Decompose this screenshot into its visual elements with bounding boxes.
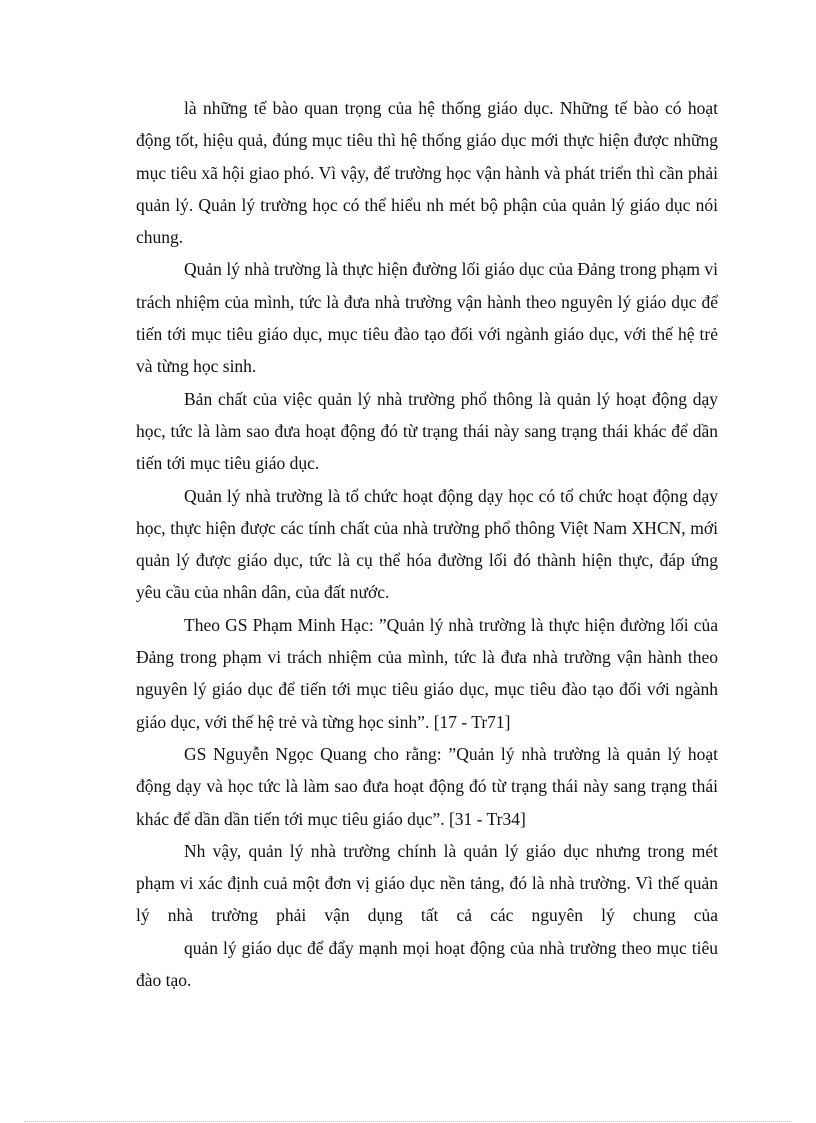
paragraph-definition: Quản lý nhà trường là thực hiện đường lối giáo dục của Đảng trong phạm vi trách nhiệm của mình, tức là đưa nhà trường vận hành theo nguyên lý giáo dục để tiến tới mục tiêu giáo dục, mục tiêu đào tạo đối với ngành giáo dục, với thế hệ trẻ và từng học sinh. [136,259,718,377]
paragraph-quote-nguyen-ngoc-quang: GS Nguyễn Ngọc Quang cho rằng: ”Quản lý nhà trường là quản lý hoạt động dạy và học tức là làm sao đưa hoạt động đó từ trạng thái này sang trạng thái khác để dần dần tiến tới mục tiêu giáo dục”. [31 - Tr34] [136,743,718,829]
paragraph-quote-pham-minh-hac: Theo GS Phạm Minh Hạc: ”Quản lý nhà trường là thực hiện đường lối của Đảng trong phạm vi trách nhiệm của mình, tức là đưa nhà trường vận hành theo nguyên lý giáo dục để tiến tới mục tiêu giáo dục, mục tiêu đào tạo đối với ngành giáo dục, với thế hệ trẻ và từng học sinh”. [17 - Tr71] [136,614,718,732]
paragraph-conclusion-start: Nh vậy, quản lý nhà trường chính là quản lý giáo dục nhưng trong mét phạm vi xác định cuả một đơn vị giáo dục nền tảng, đó là nhà trường. Vì thế quản lý nhà trường phải vận dụng tất cả các nguyên lý chung của [136,840,718,926]
paragraph-conclusion [136,835,718,996]
paragraph-essence: Bản chất của việc quản lý nhà trường phổ thông là quản lý hoạt động dạy học, tức là làm sao đưa hoạt động đó từ trạng thái này sang trạng thái khác để dần tiến tới mục tiêu giáo dục. [136,388,718,474]
paragraph-organization: Quản lý nhà trường là tổ chức hoạt động dạy học có tổ chức hoạt động dạy học, thực hiện được các tính chất của nhà trường phổ thông Việt Nam XHCN, mới quản lý được giáo dục, tức là cụ thể hóa đường lối đó thành hiện thực, đáp ứng yêu cầu của nhân dân, của đất nước. [136,485,718,603]
page-bottom-divider [24,1121,792,1122]
paragraph-conclusion-end: quản lý giáo dục để đẩy mạnh mọi hoạt động của nhà trường theo mục tiêu đào tạo. [136,937,718,991]
paragraph-continuation: là những tế bào quan trọng của hệ thống giáo dục. Những tế bào có hoạt động tốt, hiệu quả, đúng mục tiêu thì hệ thống giáo dục mới thực hiện được những mục tiêu xã hội giao phó. Vì vậy, để trường học vận hành và phát triển thì cần phải quản lý. Quản lý trường học có thể hiểu nh mét bộ phận của quản lý giáo dục nói chung. [136,98,718,248]
document-body [136,92,718,996]
